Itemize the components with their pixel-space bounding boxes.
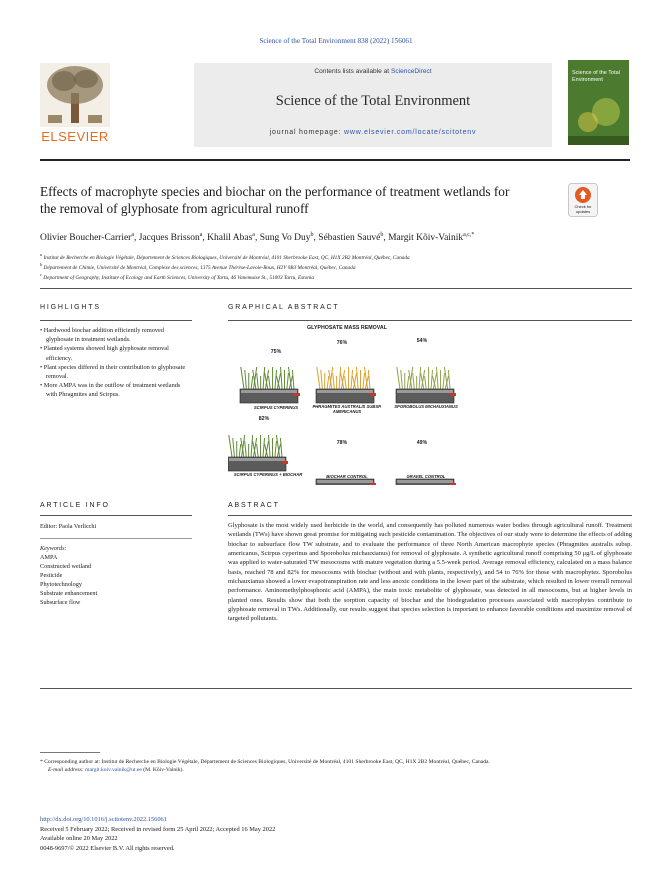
plant-stem: [397, 367, 400, 389]
online-date: Available online 20 May 2022: [40, 835, 118, 843]
keyword: AMPA: [40, 554, 58, 561]
plant-stem: [321, 370, 323, 389]
check-updates-label: Check for updates: [574, 204, 592, 214]
homepage-prefix: journal homepage:: [269, 129, 345, 136]
highlights-list: [40, 326, 192, 400]
plant-stem: [345, 376, 347, 389]
ga-panel-label: GRAVEL CONTROL: [406, 474, 446, 479]
cover-title: Science of the Total Environment: [572, 70, 620, 83]
journal-masthead: [194, 63, 552, 147]
corresponding-author: * Corresponding author at: Institut de Recherche en Biologie Végétale, Département de Sciences Biologiques, Université de Montréal, 4101 Sherbrooke East, QC, H1X 2B2 Montréal, Québec, Canada.: [40, 759, 490, 765]
author[interactable]: Margit Kõiv-Vainik$^{a,c,*}$: [388, 232, 475, 244]
divider: [40, 320, 192, 321]
plant-stem: [280, 438, 282, 457]
plant-stem: [436, 367, 438, 389]
copyright: 0048-9697/© 2022 Elsevier B.V. All rights reserved.: [40, 845, 175, 853]
author[interactable]: Khalil Abas$^a$: [207, 232, 255, 244]
plant-stem: [443, 373, 445, 389]
received-dates: Received 5 February 2022; Received in revised form 25 April 2022; Accepted 16 May 2022: [40, 825, 276, 833]
substrate-layer: [397, 390, 453, 393]
elsevier-logo: [40, 63, 110, 147]
plant-stem: [245, 370, 247, 389]
author-list: Olivier Boucher-Carrier$^a$, Jacques Brisson$^a$, Khalil Abas$^a$, Sung Vo Duy$^b$, Sébastien Sauvé$^b$, Margit Kõiv-Vainik$^{a,c,*}$: [40, 232, 475, 244]
affiliation: $^c$ Department of Geography, Institute of Ecology and Earth Sciences, University of Tartu, 46 Vanemuise St., 51003 Tartu, Estonia: [40, 272, 315, 281]
keyword: Pesticide: [40, 571, 63, 579]
plant-stem: [233, 438, 235, 457]
author[interactable]: Sébastien Sauvé$^b$: [318, 232, 384, 244]
plant-stem: [251, 435, 253, 457]
plant-stem: [239, 444, 241, 457]
email-link[interactable]: margit.koiv.vainik@ut.ee: [85, 767, 142, 774]
check-for-updates-button[interactable]: [568, 183, 598, 217]
plant-stem: [413, 373, 415, 389]
homepage-link[interactable]: www.elsevier.com/locate/scitotenv: [344, 129, 477, 136]
contents-prefix: Contents lists available at: [314, 68, 391, 75]
plant-stem: [368, 370, 370, 389]
divider: [40, 515, 192, 516]
outlet-pipe: [294, 393, 300, 396]
outlet-pipe: [370, 483, 376, 485]
divider: [228, 320, 632, 321]
ga-removal-pct: 75%: [270, 349, 282, 355]
ga-title: GLYPHOSATE MASS REMOVAL: [307, 325, 387, 331]
plant-stem: [339, 367, 341, 389]
article-history: [40, 815, 275, 854]
highlight-item: • Planted systems showed high glyphosate removal efficiency.: [40, 344, 192, 362]
journal-cover: [568, 60, 629, 145]
email-label: E-mail address:: [48, 767, 84, 774]
ga-panel-label: PHRAGMITES AUSTRALIS SUBSP. AMERICANUS: [312, 404, 382, 414]
plant-stem: [229, 435, 232, 457]
author[interactable]: Sung Vo Duy$^b$: [259, 232, 314, 244]
doi-link[interactable]: http://dx.doi.org/10.1016/j.scitotenv.2022.156061: [40, 816, 167, 823]
ga-panel-label: SCIRPUS CYPERINUS: [253, 405, 299, 410]
graphical-abstract-heading: GRAPHICAL ABSTRACT: [228, 304, 340, 311]
outlet-pipe: [282, 461, 288, 464]
divider: [40, 538, 192, 539]
keyword: Substrate enhancement: [40, 589, 98, 597]
substrate-layer: [397, 480, 453, 483]
ga-panel-label: SCIRPUS CYPERINUS + BIOCHAR: [233, 472, 303, 477]
divider: [40, 288, 632, 289]
ga-panel-label: SPOROBOLUS MICHAUXIANUS: [394, 404, 458, 409]
outlet-pipe: [450, 393, 456, 396]
substrate-layer: [241, 390, 297, 393]
sciencedirect-link[interactable]: ScienceDirect: [390, 68, 432, 75]
plant-stem: [431, 370, 433, 389]
ga-removal-pct: 76%: [336, 340, 348, 346]
plant-stem: [407, 376, 409, 389]
journal-citation[interactable]: Science of the Total Environment 838 (2022) 156061: [259, 37, 413, 45]
plant-stem: [448, 370, 450, 389]
plant-stem: [257, 444, 259, 457]
plant-stem: [280, 367, 282, 389]
plant-stem: [257, 373, 259, 389]
plant-stem: [292, 370, 294, 389]
plant-stem: [268, 435, 270, 457]
ga-removal-pct: 78%: [336, 440, 348, 446]
plant-stem: [275, 441, 277, 457]
journal-banner: [40, 60, 630, 152]
plant-stem: [263, 438, 265, 457]
plant-stem: [269, 376, 271, 389]
article-info-heading: ARTICLE INFO: [40, 502, 110, 509]
highlights-heading: HIGHLIGHTS: [40, 304, 101, 311]
ga-removal-pct: 54%: [416, 338, 428, 344]
corresponding-footnote: [40, 758, 632, 775]
plant-stem: [363, 373, 365, 389]
header-rule: [40, 159, 630, 161]
divider: [40, 688, 632, 689]
plant-stem: [251, 376, 253, 389]
abstract-heading: ABSTRACT: [228, 502, 280, 509]
email-line: [40, 766, 632, 774]
plant-stem: [263, 367, 265, 389]
article-title: Effects of macrophyte species and biochar on the performance of treatment wetlands for the removal of glyphosate from agricultural runoff: [40, 184, 510, 216]
highlight-item: • Plant species differed in their contribution to glyphosate removal.: [40, 363, 192, 381]
plant-stem: [317, 367, 320, 389]
keyword: Phytotechnology: [40, 580, 82, 588]
plant-stem: [333, 373, 335, 389]
ga-removal-pct: 49%: [416, 440, 428, 446]
plant-stem: [287, 373, 289, 389]
editor: Editor: Paola Verlicchi: [40, 523, 97, 530]
outlet-pipe: [370, 393, 376, 396]
plant-stem: [327, 376, 329, 389]
highlight-item: • Hardwood biochar addition efficiently removed glyphosate in treatment wetlands.: [40, 326, 192, 344]
plant-stem: [275, 370, 277, 389]
email-name: (M. Kõiv-Vainik).: [143, 767, 184, 774]
ga-panel-label: BIOCHAR CONTROL: [326, 474, 368, 479]
plant-stem: [241, 367, 244, 389]
keywords-heading: Keywords:: [40, 545, 67, 552]
substrate-layer: [317, 480, 373, 483]
journal-homepage: [194, 129, 552, 136]
substrate-layer: [229, 458, 285, 461]
ga-removal-pct: 82%: [258, 416, 270, 422]
plant-stem: [356, 367, 358, 389]
substrate-layer: [317, 390, 373, 393]
plant-stem: [425, 376, 427, 389]
outlet-pipe: [450, 483, 456, 485]
footnote-rule: [40, 752, 100, 753]
keyword: Constructed wetland: [40, 562, 92, 570]
journal-title: Science of the Total Environment: [275, 93, 471, 109]
author[interactable]: Olivier Boucher-Carrier$^a$: [40, 232, 135, 244]
plant-stem: [245, 441, 247, 457]
plant-stem: [419, 367, 421, 389]
cover-art-icon: [568, 60, 629, 145]
affiliation: $^a$ Institut de Recherche en Biologie Végétale, Département de Sciences Biologiques, Université de Montréal, 4101 Sherbrooke East, QC, H1X 2B2 Montréal, Québec, Canada: [40, 252, 410, 261]
affiliation: $^b$ Département de Chimie, Université de Montréal, Complexe des sciences, 1375 Avenue Thérèse-Lavoie-Roux, H2V 0B3 Montréal, Québec, Canada: [40, 262, 356, 271]
abstract-text: Glyphosate is the most widely used herbicide in the world, and consequently has polluted numerous water bodies through agricultural runoff. Treatment wetlands (TWs) have shown great promise for mitigating such pesticide contamination. The objectives of our study were to determine the effects of adding biochar to subsurface flow TW substrate, and to evaluate the performance of three North American macrophyte species (Phragmites australis subsp. americanus, Scirpus cyperinus and Sporobolus michauxianus) for removal of glyphosate. A synthetic agricultural runoff comprising 50 μg/L of glyphosate was applied to water-saturated TW mesocosms with mature vegetation during a 5.5-week period. Average removal efficiency, calculated on a mass balance basis, reached 78 and 82% for mesocosms with biochar (without and with plants, respectively), and 54 to 76% for those with macrophytes. Sporobolus michauxianus showed a lower evapotranspiration rate and less anoxic conditions in the lower part of the substrate, which resulted in lower overall removal performance. Aminomethylphosphonic acid (AMPA), the main toxic metabolite of glyphosate, was detected in all mesocosms, but at higher levels in planted ones. Results show that both the sorption capacity of biochar and the biodegradation processes associated with macrophytes contribute to glyphosate removal in TWs. Additionally, our results suggest that species selection is important to enhance favorable conditions and maximize removal of targeted pollutants.: [228, 522, 632, 623]
plant-stem: [401, 370, 403, 389]
author[interactable]: Jacques Brisson$^a$: [138, 232, 203, 244]
plant-stem: [351, 370, 353, 389]
highlight-item: • More AMPA was in the outflow of treatment wetlands with Phragmites and Scirpus.: [40, 381, 192, 399]
keyword: Subsurface flow: [40, 598, 81, 606]
keywords-list: [40, 554, 97, 607]
publisher-name: ELSEVIER: [41, 129, 109, 144]
divider: [228, 515, 632, 516]
contents-line: [194, 68, 552, 75]
graphical-abstract: [228, 325, 466, 485]
elsevier-tree-icon: [40, 63, 110, 127]
